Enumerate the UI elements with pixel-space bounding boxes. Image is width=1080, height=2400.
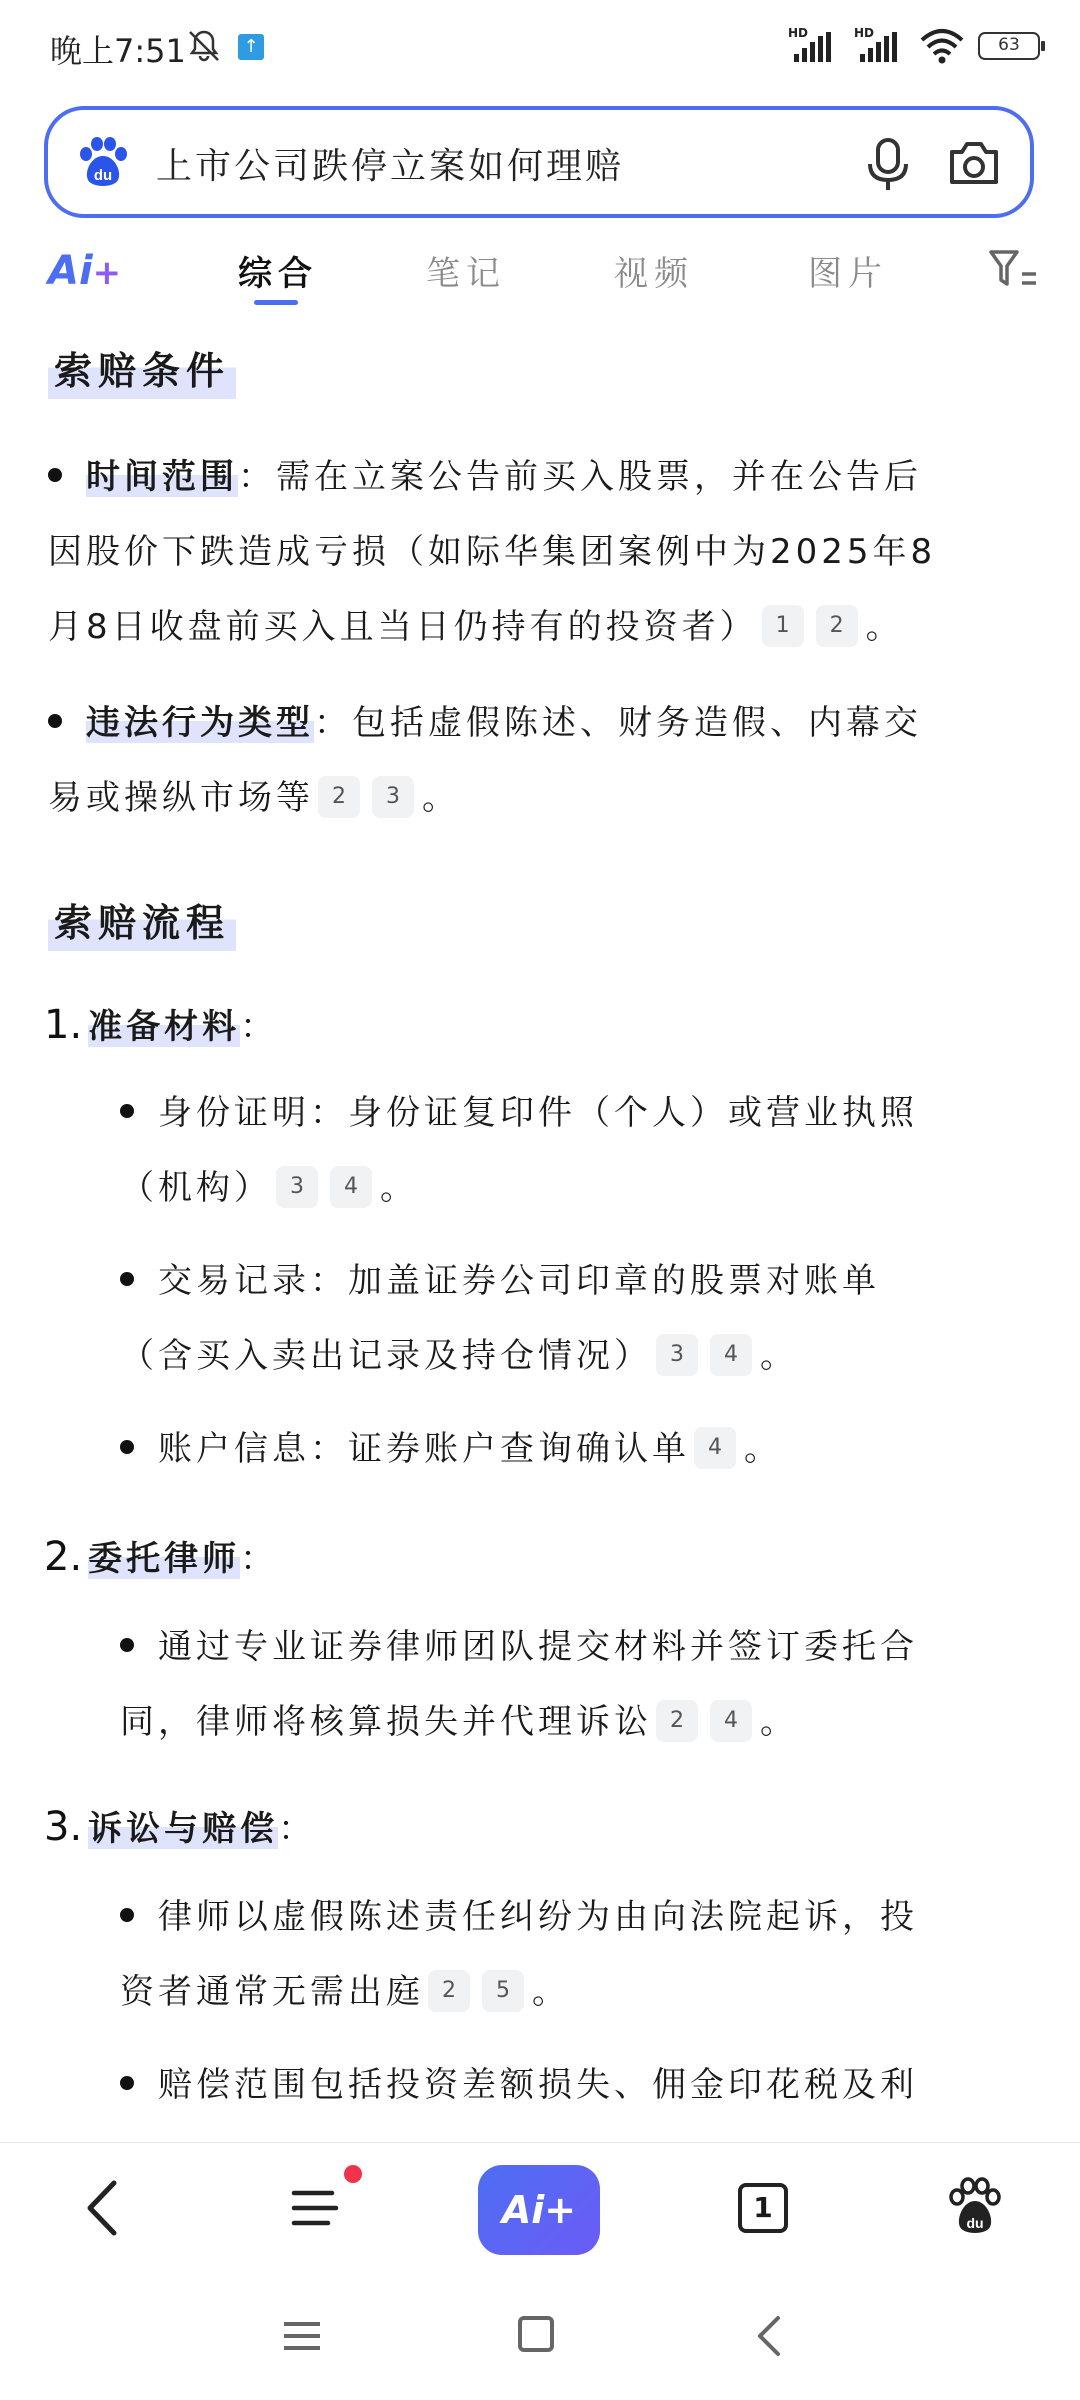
bullet-icon bbox=[120, 2076, 134, 2090]
list-item: 时间范围：需在立案公告前买入股票，并在公告后 因股价下跌造成亏损（如际华集团案例中为2025年8 月8日收盘前买入且当日仍持有的投资者） 1 2 。 bbox=[48, 457, 937, 647]
list-item: 违法行为类型：包括虚假陈述、财务造假、内幕交 易或操纵市场等 2 3 。 bbox=[48, 703, 922, 818]
system-back-icon[interactable] bbox=[754, 2314, 784, 2358]
citation-badge[interactable]: 3 bbox=[372, 776, 414, 818]
battery-icon: 63 bbox=[978, 32, 1040, 60]
wifi-icon bbox=[920, 28, 964, 64]
status-indicators bbox=[788, 26, 1040, 66]
notification-badge bbox=[344, 2165, 362, 2183]
tab-images[interactable]: 图片 bbox=[808, 254, 888, 294]
bell-muted-icon bbox=[186, 28, 222, 64]
camera-icon[interactable] bbox=[946, 138, 1002, 188]
citation-badge[interactable]: 1 bbox=[762, 605, 804, 647]
citation-badge[interactable]: 4 bbox=[710, 1700, 752, 1742]
bullet-icon bbox=[120, 1272, 134, 1286]
svg-text:du: du bbox=[966, 2215, 984, 2231]
tabs-count-button[interactable]: 1 bbox=[738, 2183, 788, 2233]
citation-badge[interactable]: 4 bbox=[710, 1334, 752, 1376]
list-item: 账户信息：证券账户查询确认单 4 。 bbox=[120, 1412, 1040, 1487]
status-time: 晚上7:51 bbox=[50, 32, 186, 70]
search-input[interactable] bbox=[156, 138, 856, 188]
citation-badge[interactable]: 3 bbox=[656, 1334, 698, 1376]
recent-apps-icon[interactable] bbox=[282, 2318, 322, 2354]
section-heading-claim-process: 索赔流程 bbox=[48, 888, 236, 951]
tab-notes[interactable]: 笔记 bbox=[426, 254, 506, 294]
mic-icon[interactable] bbox=[866, 136, 910, 192]
list-item: 律师以虚假陈述责任纠纷为由向法院起诉，投 资者通常无需出庭 2 5 。 bbox=[120, 1897, 918, 2012]
answer-content bbox=[0, 320, 1080, 2142]
bullet-icon bbox=[48, 714, 62, 728]
list-item: 交易记录：加盖证券公司印章的股票对账单 （含买入卖出记录及持仓情况） 3 4 。 bbox=[120, 1261, 880, 1376]
citation-badge[interactable]: 2 bbox=[816, 605, 858, 647]
signal-icon: HD bbox=[788, 28, 840, 64]
step-title: 3. 诉讼与赔偿： bbox=[44, 1804, 317, 1850]
citation-badge[interactable]: 2 bbox=[428, 1970, 470, 2012]
step-title: 2. 委托律师： bbox=[44, 1534, 279, 1580]
section-heading-claim-conditions: 索赔条件 bbox=[48, 336, 236, 399]
citation-badge[interactable]: 2 bbox=[656, 1700, 698, 1742]
tab-comprehensive[interactable]: 综合 bbox=[238, 254, 318, 294]
bottom-nav bbox=[0, 2142, 1080, 2272]
list-item: 身份证明：身份证复印件（个人）或营业执照 （机构） 3 4 。 bbox=[120, 1093, 918, 1208]
svg-text:du: du bbox=[93, 167, 113, 184]
signal-icon-2: HD bbox=[854, 28, 906, 64]
upload-notification-icon: ↑ bbox=[238, 34, 264, 60]
citation-badge[interactable]: 4 bbox=[330, 1166, 372, 1208]
citation-badge[interactable]: 3 bbox=[276, 1166, 318, 1208]
system-nav-bar bbox=[0, 2272, 1080, 2400]
tab-videos[interactable]: 视频 bbox=[614, 254, 694, 294]
list-item: 通过专业证券律师团队提交材料并签订委托合 同，律师将核算损失并代理诉讼 2 4 。 bbox=[120, 1627, 918, 1742]
status-bar bbox=[0, 0, 1080, 96]
citation-badge[interactable]: 2 bbox=[318, 776, 360, 818]
bullet-icon bbox=[120, 1638, 134, 1652]
search-tabs bbox=[0, 230, 1080, 310]
baidu-du-logo[interactable] bbox=[76, 136, 130, 188]
search-bar[interactable] bbox=[44, 106, 1034, 218]
bullet-icon bbox=[120, 1104, 134, 1118]
bullet-icon bbox=[48, 468, 62, 482]
menu-icon[interactable] bbox=[290, 2183, 340, 2233]
step-title: 1. 准备材料： bbox=[44, 1002, 279, 1048]
active-tab-indicator bbox=[254, 300, 298, 305]
baidu-home-icon[interactable] bbox=[948, 2177, 1002, 2237]
back-icon[interactable] bbox=[80, 2177, 124, 2239]
filter-icon[interactable] bbox=[988, 248, 1038, 292]
bullet-icon bbox=[120, 1440, 134, 1454]
list-item: 赔偿范围包括投资差额损失、佣金印花税及利 bbox=[120, 2048, 1040, 2123]
home-icon[interactable] bbox=[518, 2316, 554, 2352]
citation-badge[interactable]: 4 bbox=[694, 1427, 736, 1469]
bullet-icon bbox=[120, 1908, 134, 1922]
ai-tab[interactable]: Ai+ bbox=[48, 248, 122, 294]
ai-assistant-button[interactable]: Ai+ bbox=[478, 2165, 600, 2255]
citation-badge[interactable]: 5 bbox=[482, 1970, 524, 2012]
